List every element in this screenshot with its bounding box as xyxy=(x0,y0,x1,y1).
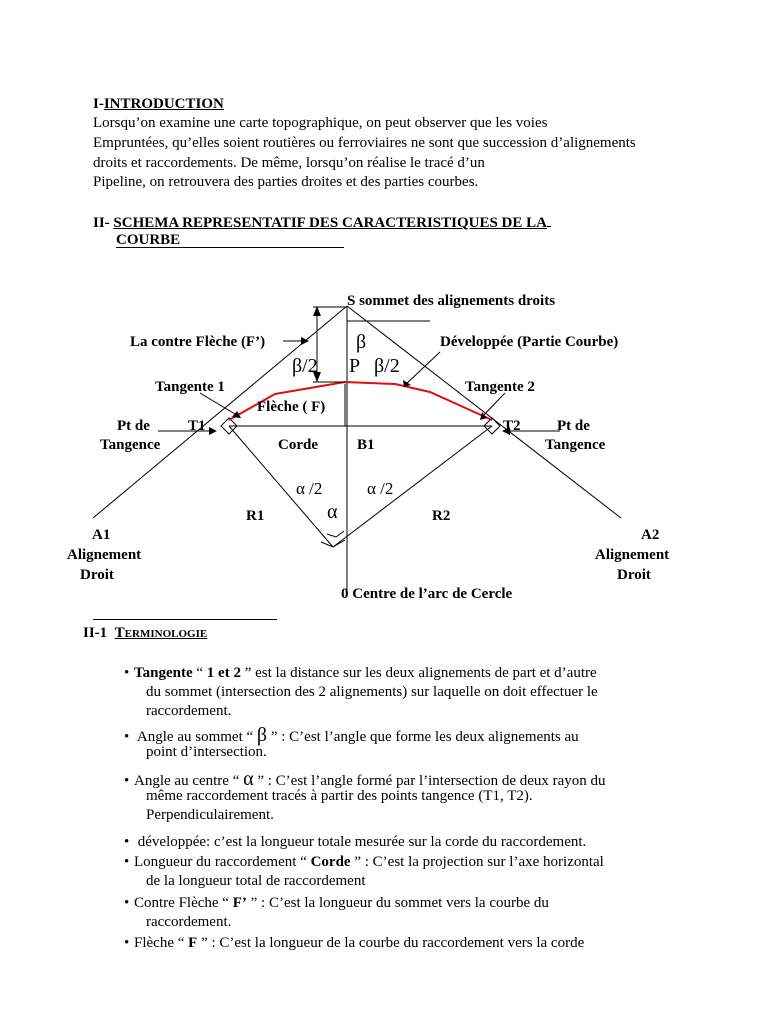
intro-line-2: Empruntées, qu’elles soient routières ou ferroviaires ne sont que succession d’alignements xyxy=(93,135,636,151)
term-item-angle-sommet: • Angle au sommet “ β ” : C’est l’angle que forme les deux alignements au point d’intersection. xyxy=(124,724,579,760)
t2-label: T2 xyxy=(503,418,521,434)
b1-label: B1 xyxy=(357,437,375,453)
alpha-half-right-label: α /2 xyxy=(367,479,394,498)
beta-half-left-label: β/2 xyxy=(292,355,318,377)
bullet-icon: • xyxy=(124,729,130,745)
pt-de-right-label: Pt de xyxy=(557,418,590,434)
r1-label: R1 xyxy=(246,508,265,524)
a1-alignement-label: Alignement xyxy=(67,547,142,563)
section2-heading-line2: COURBE xyxy=(116,232,181,248)
term-item-developpee: • développée: c’est la longueur totale mesurée sur la corde du raccordement. xyxy=(124,834,587,850)
summit-label: S sommet des alignements droits xyxy=(347,293,556,309)
term-item-corde: • Longueur du raccordement “ Corde ” : C’est la projection sur l’axe horizontal de la longueur total de raccordement xyxy=(124,854,604,889)
term-item-contre-fleche: • Contre Flèche “ F’ ” : C’est la longueur du sommet vers la courbe du raccordement. xyxy=(124,895,549,930)
term-item-angle-centre: • Angle au centre “ α ” : C’est l’angle formé par l’intersection de deux rayon du même raccordement tracés à partir des points tangence (T1, T2). Perpendiculairement. xyxy=(124,768,606,823)
tangente1-label: Tangente 1 xyxy=(155,379,225,395)
arrow-right-icon xyxy=(209,427,217,435)
center-label: 0 Centre de l’arc de Cercle xyxy=(341,586,513,602)
t1-label: T1 xyxy=(188,418,206,434)
a2-label: A2 xyxy=(641,527,660,543)
r2-label: R2 xyxy=(432,508,451,524)
a2-droit-label: Droit xyxy=(617,567,651,583)
terminology-heading: II-1 Terminologie xyxy=(83,625,208,641)
bullet-icon: • xyxy=(124,665,130,681)
p-label: P xyxy=(349,355,361,377)
intro-line-1: Lorsqu’on examine une carte topographique, on peut observer que les voies xyxy=(93,115,548,131)
separator-line xyxy=(93,619,277,620)
tangente1-arrow xyxy=(200,393,240,417)
center-angle-mark-2 xyxy=(327,531,344,537)
term-item-tangente: • Tangente “ 1 et 2 ” est la distance sur les deux alignements de part et d’autre du sommet (intersection des 2 alignements) sur laquelle on doit effectuer le raccordement. xyxy=(124,665,598,719)
bullet-icon: • xyxy=(124,895,130,911)
bullet-icon: • xyxy=(124,935,130,951)
beta-half-right-label: β/2 xyxy=(374,355,400,377)
developpee-label: Développée (Partie Courbe) xyxy=(440,334,619,350)
tangence-right-label: Tangence xyxy=(545,437,606,453)
bullet-icon: • xyxy=(124,834,130,850)
alpha-half-left-label: α /2 xyxy=(296,479,323,498)
term-item-fleche: • Flèche “ F ” : C’est la longueur de la courbe du raccordement vers la corde xyxy=(124,935,585,951)
bullet-icon: • xyxy=(124,854,130,870)
intro-heading: I-INTRODUCTION xyxy=(93,96,224,112)
tangente2-label: Tangente 2 xyxy=(465,379,535,395)
a1-droit-label: Droit xyxy=(80,567,114,583)
alpha-label: α xyxy=(327,501,338,523)
intro-line-4: Pipeline, on retrouvera des parties droites et des parties courbes. xyxy=(93,174,479,190)
corde-label: Corde xyxy=(278,437,318,453)
a1-label: A1 xyxy=(92,527,111,543)
a2-alignement-label: Alignement xyxy=(595,547,670,563)
tangence-left-label: Tangence xyxy=(100,437,161,453)
tangente2-arrow xyxy=(482,393,505,417)
intro-line-3: droits et raccordements. De même, lorsqu’on réalise le tracé d’un xyxy=(93,155,485,171)
fleche-label: Flèche ( F) xyxy=(257,399,326,415)
section2-heading: II- SCHEMA REPRESENTATIF DES CARACTERISTIQUES DE LA xyxy=(93,212,551,233)
contre-fleche-label: La contre Flèche (F’) xyxy=(130,334,266,350)
pt-de-left-label: Pt de xyxy=(117,418,150,434)
beta-label: β xyxy=(356,331,367,353)
bullet-icon: • xyxy=(124,773,130,789)
developpee-arrow xyxy=(405,352,440,385)
